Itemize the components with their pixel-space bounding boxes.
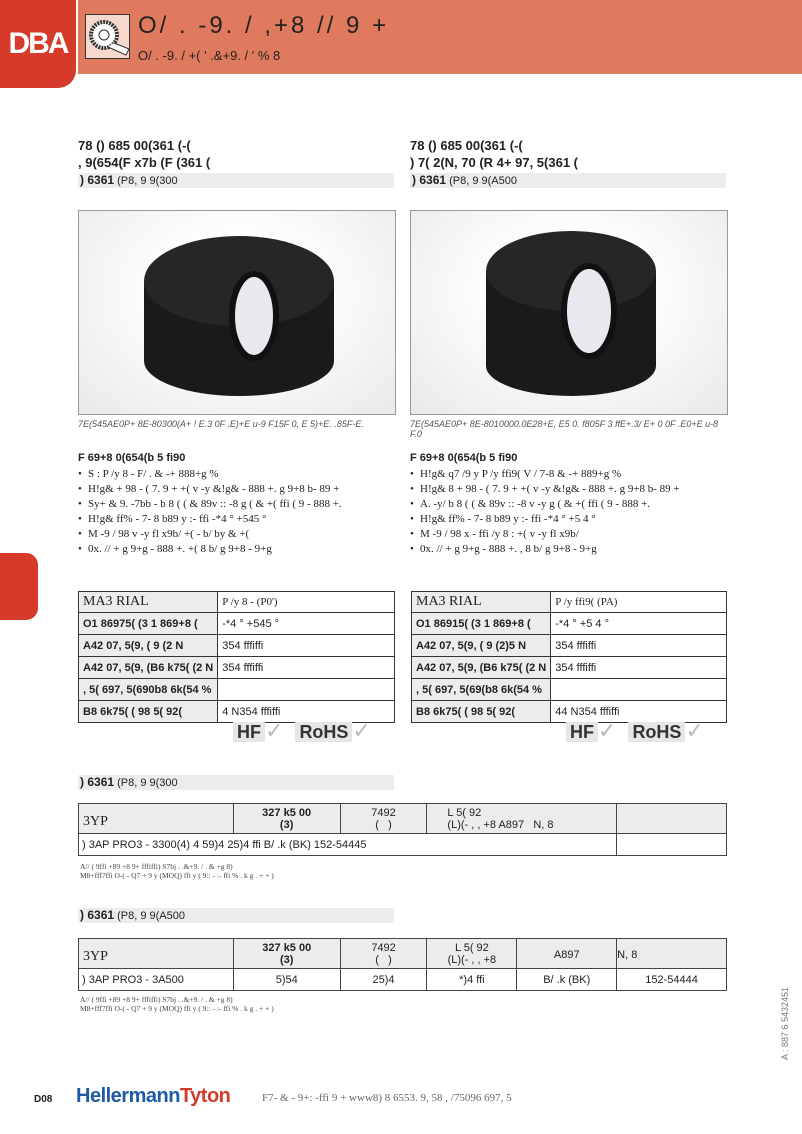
- page-subtitle: O/ . -9. / +( ' .&+9. / ' % 8: [138, 48, 281, 63]
- property-value: [218, 679, 395, 701]
- property-label: O1 86975( (3 1 869+8 (: [79, 613, 218, 635]
- col-header: 7492 ( ): [340, 804, 427, 834]
- property-label: A42 07, 5(9, ( 9 (2)5 N: [412, 635, 551, 657]
- rohs-badge: [295, 718, 370, 744]
- property-label: A42 07, 5(9, (B6 k75( (2 N: [412, 657, 551, 679]
- property-value: 354 fffiffi: [218, 635, 395, 657]
- order-table-2: [78, 938, 727, 991]
- feature-item: • H!g& ff% - 7- 8 b89 y :- ffi -*4 ° +5 4 °: [410, 512, 728, 527]
- table-cell: *)4 ffi: [427, 969, 517, 991]
- property-label: B8 6k75( ( 98 5( 92(: [79, 701, 218, 723]
- col-header: N, 8: [617, 939, 727, 969]
- rohs-label: RoHS: [295, 722, 352, 742]
- brand-logo: [76, 1085, 230, 1108]
- col-header-type: 3YP: [79, 804, 234, 834]
- compliance-badges-left: [233, 718, 371, 744]
- feature-item: • Sy+ & 9. -7bb - b 8 ( ( & 89v :: -8 g ( & +( ffi ( 9 - 888 +.: [78, 497, 396, 512]
- brand-part: Tyton: [179, 1085, 231, 1107]
- col-header: 327 k5 00 (3): [233, 939, 340, 969]
- bar-prefix: ): [412, 173, 420, 187]
- footer-text: F7- & - 9+: -ffi 9 + www8) 8 6553. 9, 58 , /75096 697, 5: [262, 1092, 512, 1104]
- rohs-label: RoHS: [628, 722, 685, 742]
- product-heading-1: 78 () 685 00(361 (-(: [410, 138, 523, 153]
- property-value: 354 fffiffi: [551, 657, 727, 679]
- col-header-text: L 5( 92 (L)(- , , +8: [447, 807, 497, 831]
- bar-prefix: ): [80, 775, 88, 789]
- product-heading-2: ) 7( 2(N, 70 (R 4+ 97, 5(361 (: [410, 155, 578, 170]
- feature-item: • H!g& 8 + 98 - ( 7. 9 + +( v -y &!g& - 888 +. g 9+8 b- 89 +: [410, 482, 728, 497]
- product-photo: [78, 210, 396, 415]
- check-icon: ✓: [598, 718, 617, 743]
- feature-item: • H!g& ff% - 7- 8 b89 y :- ffi -*4 ° +545 °: [78, 512, 396, 527]
- check-icon: ✓: [352, 718, 371, 743]
- feature-item: • 0x. // + g 9+g - 888 +. , 8 b/ g 9+8 - 9+g: [410, 542, 728, 557]
- property-value: 4 N354 fffiffi: [218, 701, 395, 723]
- property-value: 354 fffiffi: [218, 657, 395, 679]
- table-cell: 25)4: [340, 969, 427, 991]
- tape-roll-icon: [85, 14, 130, 59]
- feature-item: • A. -y/ b 8 ( ( & 89v :: -8 v -y g ( & +( ffi ( 9 - 888 +.: [410, 497, 728, 512]
- order-bar-2: [78, 908, 394, 923]
- bar-suffix: (P8, 9 9(A500: [446, 175, 517, 187]
- property-label: , 5( 697, 5(69(b8 6k(54 %: [412, 679, 551, 701]
- property-value: 44 N354 fffiffi: [551, 701, 727, 723]
- section-logo: DBA: [0, 0, 76, 88]
- bar-prefix: ): [80, 908, 88, 922]
- col-header: 327 k5 00 (3): [233, 804, 340, 834]
- features-title: F 69+8 0(654(b 5 fi90: [78, 452, 186, 464]
- property-label: A42 07, 5(9, (B6 k75( (2 N: [79, 657, 218, 679]
- table-header: P /y 8 - (P0'): [218, 592, 395, 613]
- table-cell: 5)54: [233, 969, 340, 991]
- material-table-right: [411, 591, 727, 723]
- feature-item: • H!g& + 98 - ( 7. 9 + +( v -y &!g& - 888 +. g 9+8 b- 89 +: [78, 482, 396, 497]
- bar-code: 6361: [419, 173, 447, 187]
- material-table-left: [78, 591, 395, 723]
- feature-item: • M -9 / 98 v -y fl x9b/ +( - b/ by & +(: [78, 527, 396, 542]
- hf-badge: [566, 718, 616, 744]
- col-header-type: 3YP: [79, 939, 234, 969]
- cell-type: ) 3AP PRO3 - 3A500: [79, 969, 234, 991]
- section-tab: [0, 553, 38, 620]
- bar-code: 6361: [87, 173, 115, 187]
- brand-part: Hellermann: [76, 1085, 180, 1107]
- check-icon: ✓: [265, 718, 284, 743]
- property-value: -*4 ° +5 4 °: [551, 613, 727, 635]
- bar-suffix: (P8, 9 9(300: [114, 175, 178, 187]
- order-notes-1: [80, 862, 274, 880]
- property-value: -*4 ° +545 °: [218, 613, 395, 635]
- features-list: [78, 467, 396, 557]
- property-label: A42 07, 5(9, ( 9 (2 N: [79, 635, 218, 657]
- table-header: MA3 RIAL: [412, 592, 551, 613]
- page-title: O/ . -9. / ,+8 // 9 +: [138, 12, 390, 39]
- check-icon: ✓: [685, 718, 704, 743]
- hf-label: HF: [233, 722, 265, 742]
- feature-item: • 0x. // + g 9+g - 888 +. +( 8 b/ g 9+8 - 9+g: [78, 542, 396, 557]
- product-heading-2: , 9(654(F x7b (F (361 (: [78, 155, 211, 170]
- order-notes-2: [80, 995, 274, 1013]
- feature-item: • M -9 / 98 x - ffi /y 8 : +( v -y fl x9b/: [410, 527, 728, 542]
- col-header-text: A897: [498, 819, 525, 831]
- features-title: F 69+8 0(654(b 5 fi90: [410, 452, 518, 464]
- col-header: [617, 804, 727, 834]
- bar-code: 6361: [87, 908, 115, 922]
- table-cell: [617, 834, 727, 856]
- photo-caption: 7E(545AE0P+ 8E-80300(A+ ! E.3 0F .E)+E u-9 F15F 0, E 5)+E. .85F-E.: [78, 419, 364, 429]
- property-label: , 5( 697, 5(690b8 6k(54 %: [79, 679, 218, 701]
- features-list: [410, 467, 728, 557]
- product-photo: [410, 210, 728, 415]
- note-line: M8+fff7ffi O-( - Q7 + 9 y (MOQ) ffi y ( 9:: - :- ffi % . k g . + + ): [80, 871, 274, 880]
- product-bar: [78, 173, 394, 188]
- hf-badge: [233, 718, 283, 744]
- table-row: ) 3AP PRO3 - 3300(4) 4 59)4 25)4 ffi B/ .k (BK) 152-54445: [79, 834, 617, 856]
- photo-caption: 7E(545AE0P+ 8E-8010000.0E28+E, E5 0. f805F 3 ffE+.3/ E+ 0 0F .E0+E u-8 F.0: [410, 419, 719, 439]
- table-header: MA3 RIAL: [79, 592, 218, 613]
- order-bar-1: [78, 775, 394, 790]
- col-header-text: N, 8: [533, 819, 554, 831]
- page-number: D08: [34, 1094, 53, 1105]
- side-code: A : 887 6 5432451: [780, 986, 790, 1060]
- product-bar: [410, 173, 726, 188]
- feature-item: • H!g& q7 /9 y P /y ffi9( V / 7-8 & -+ 889+g %: [410, 467, 728, 482]
- col-header: L 5( 92 (L)(- , , +8: [427, 939, 517, 969]
- property-label: O1 86915( (3 1 869+8 (: [412, 613, 551, 635]
- product-heading-1: 78 () 685 00(361 (-(: [78, 138, 191, 153]
- bar-suffix: (P8, 9 9(300: [114, 777, 178, 789]
- bar-prefix: ): [80, 173, 88, 187]
- bar-code: 6361: [87, 775, 115, 789]
- hf-label: HF: [566, 722, 598, 742]
- note-line: M8+fff7ffi O-( - Q7 + 9 y (MOQ) ffi y ( 9:: - :- ffi % . k g . + + ): [80, 1004, 274, 1013]
- compliance-badges-right: [566, 718, 704, 744]
- table-header: P /y ffi9( (PA): [551, 592, 727, 613]
- note-line: A// ( 9ffi +89 +8 9+ fffiffi) S7bj . .&+9. / . & +g 8): [80, 995, 233, 1004]
- note-line: A// ( 9ffi +89 +8 9+ fffiffi) S7bj . .&+9. / . & +g 8): [80, 862, 233, 871]
- property-value: [551, 679, 727, 701]
- feature-item: • S : P /y 8 - F/ . & -+ 888+g %: [78, 467, 396, 482]
- property-value: 354 fffiffi: [551, 635, 727, 657]
- col-header: [427, 804, 617, 834]
- col-header: 7492 ( ): [340, 939, 427, 969]
- order-table-1: [78, 803, 727, 856]
- property-label: B8 6k75( ( 98 5( 92(: [412, 701, 551, 723]
- col-header: A897: [517, 939, 617, 969]
- bar-suffix: (P8, 9 9(A500: [114, 910, 185, 922]
- rohs-badge: [628, 718, 703, 744]
- table-cell-article: 152-54444: [617, 969, 727, 991]
- table-cell: B/ .k (BK): [517, 969, 617, 991]
